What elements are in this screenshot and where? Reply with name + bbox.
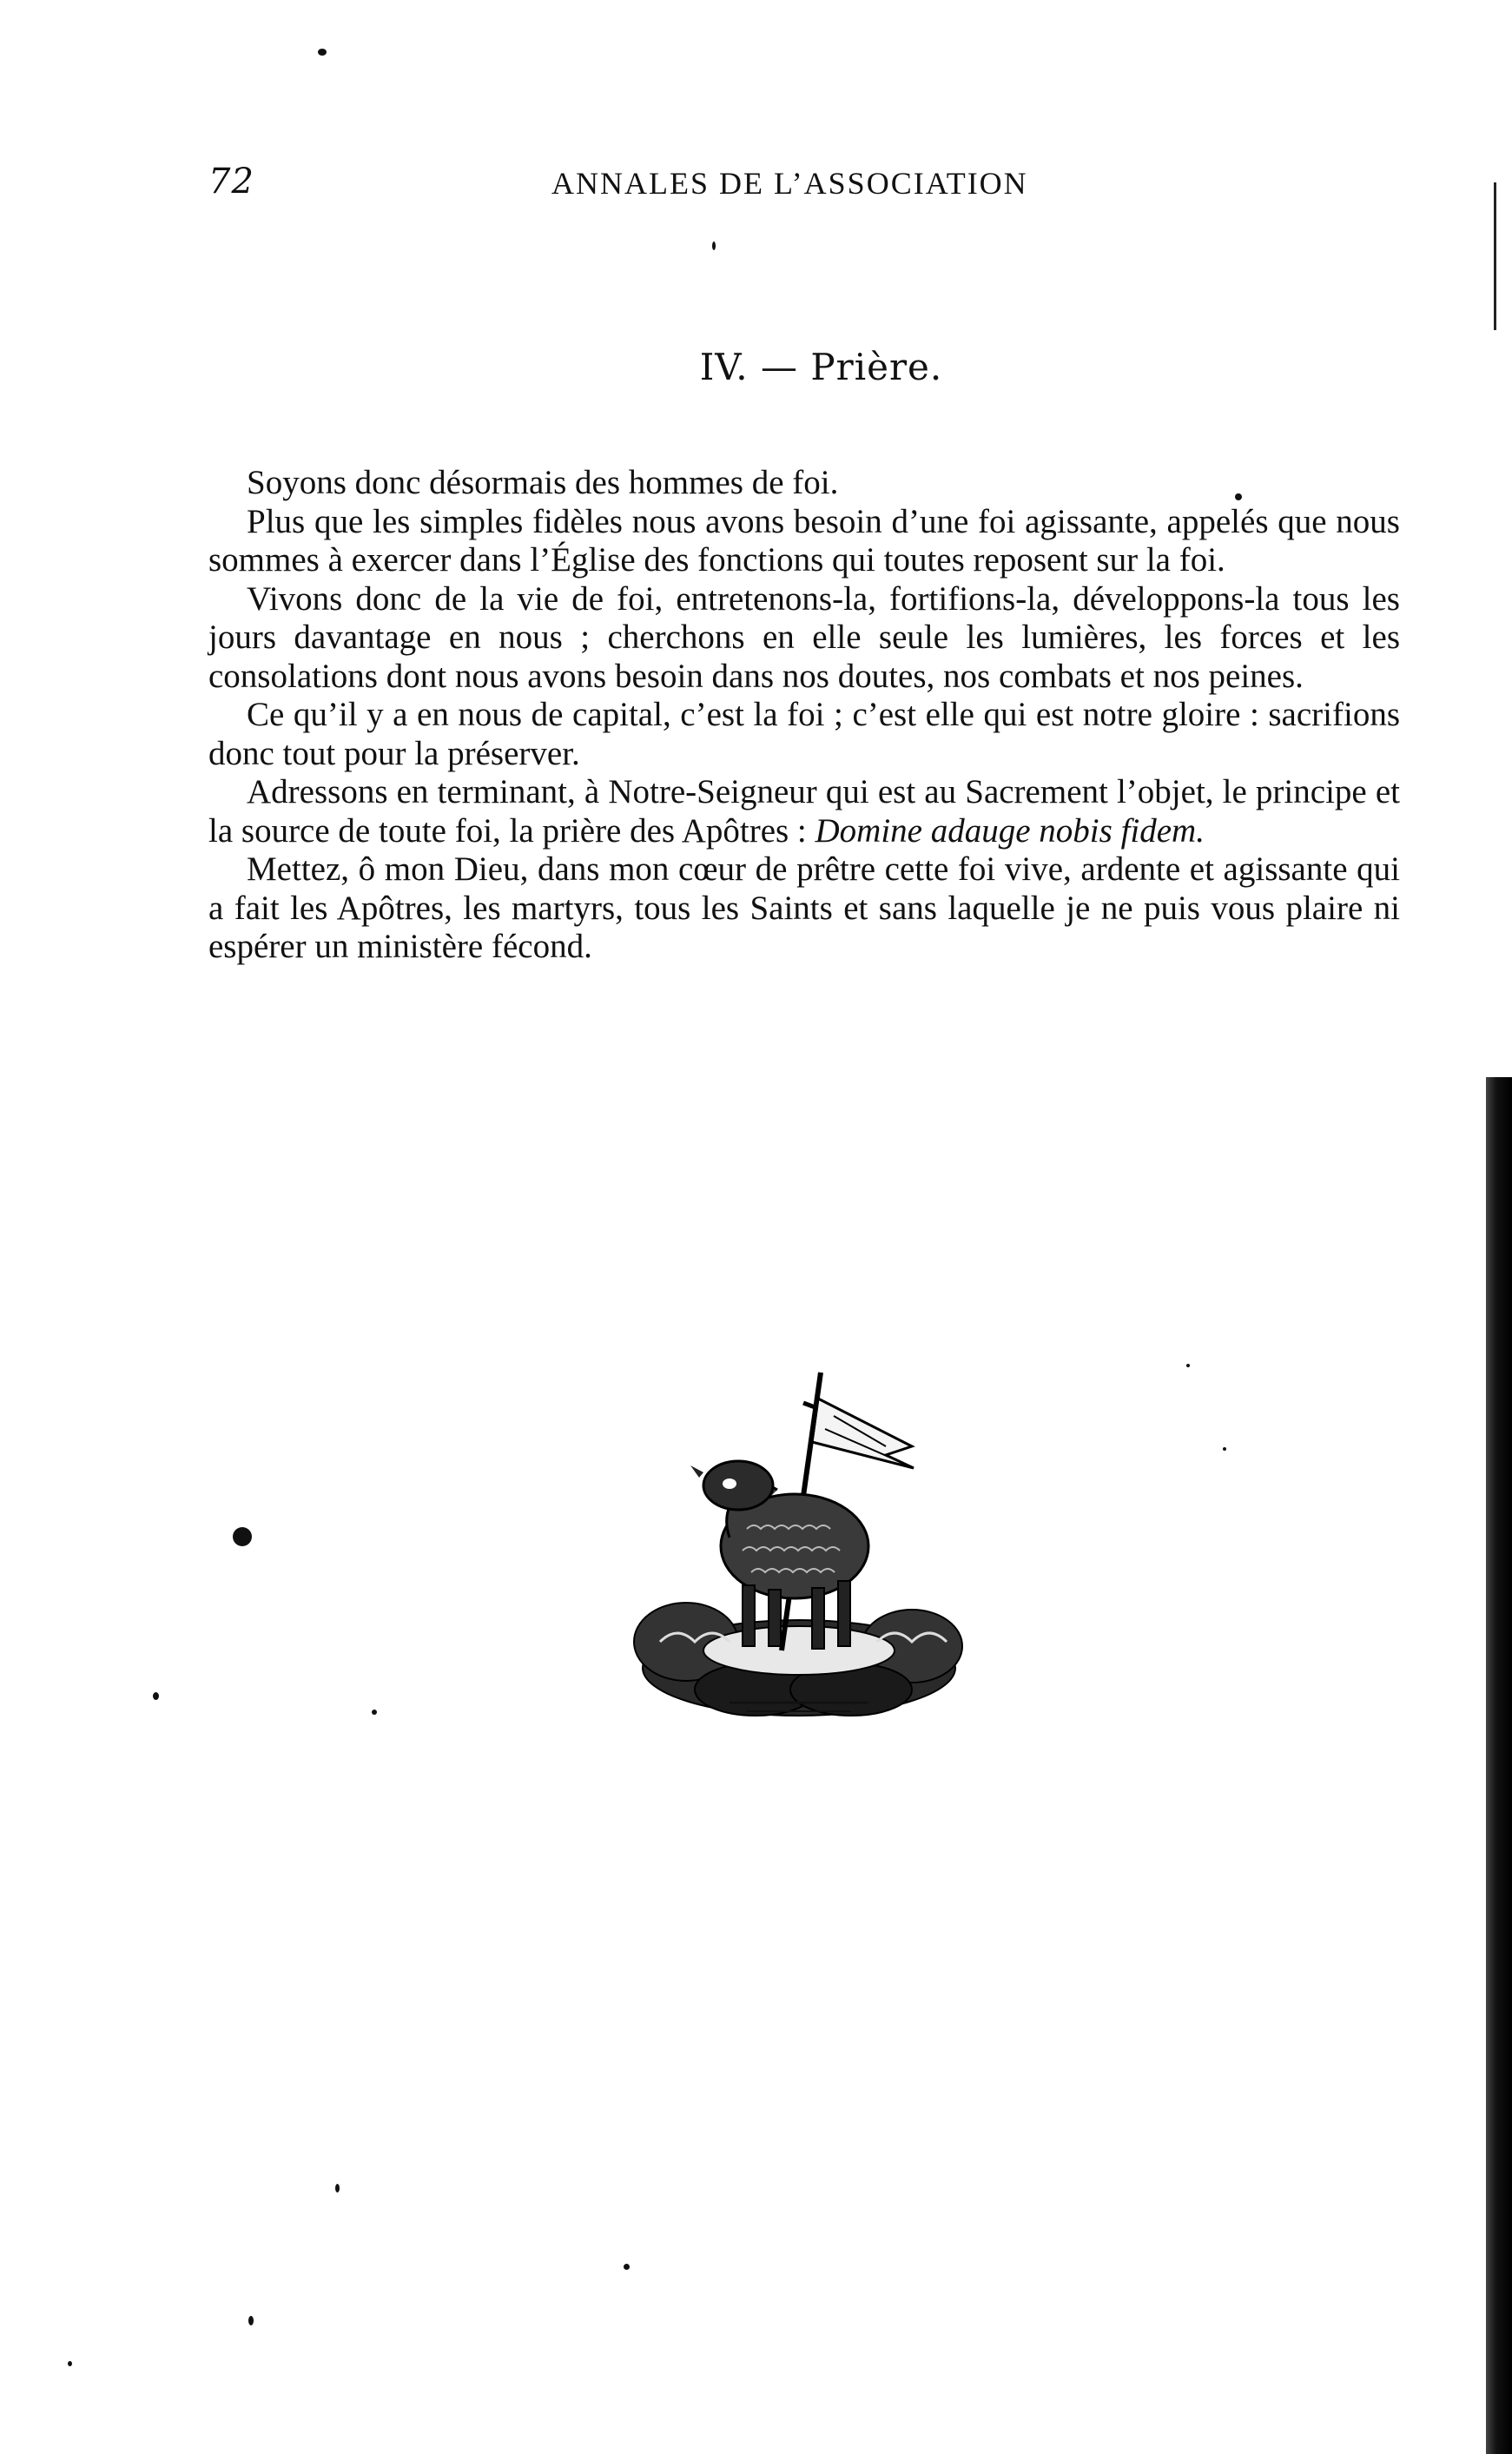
paragraph-5 bbox=[208, 773, 1400, 850]
scan-edge-shadow bbox=[1486, 1077, 1512, 2454]
running-head bbox=[208, 162, 1416, 214]
ink-speck bbox=[153, 1692, 159, 1700]
paragraph-2: Plus que les simples fidèles nous avons besoin d’une foi agissante, appelés que nous sommes à exercer dans l’Église des fonctions qui toutes reposent sur la foi. bbox=[208, 502, 1400, 579]
agnus-dei-lamb-with-banner-icon bbox=[625, 1364, 973, 1746]
ink-speck bbox=[318, 49, 327, 56]
paragraph-3: Vivons donc de la vie de foi, entretenons-la, fortifions-la, développons-la tous les jours davantage en nous ; cherchons en elle seule les lumières, les forces et les consolations dont nous avons besoin dans nos doutes, nos combats et nos peines. bbox=[208, 579, 1400, 695]
paragraph-4: Ce qu’il y a en nous de capital, c’est la foi ; c’est elle qui est notre gloire : sacrifions donc tout pour la préserver. bbox=[208, 696, 1400, 772]
banner-icon bbox=[812, 1399, 914, 1468]
cloud-icon bbox=[634, 1603, 962, 1716]
body-text bbox=[208, 464, 1400, 967]
paragraph-1: Soyons donc désormais des hommes de foi. bbox=[247, 464, 839, 501]
section-heading: IV. — Prière. bbox=[699, 346, 943, 388]
ink-speck bbox=[1186, 1364, 1190, 1367]
ink-speck bbox=[1223, 1447, 1226, 1451]
ink-speck bbox=[335, 2184, 340, 2193]
scan-edge-line bbox=[1494, 182, 1496, 330]
ink-speck bbox=[712, 241, 716, 250]
ink-speck bbox=[233, 1527, 252, 1546]
ink-speck bbox=[248, 2316, 254, 2325]
paragraph-5-text: Adressons en terminant, à Notre-Seigneur qui est au Sacrement l’objet, le principe et la source de toute foi, la prière des Apôtres : bbox=[208, 773, 1400, 850]
ink-speck bbox=[624, 2264, 630, 2270]
paragraph-6: Mettez, ô mon Dieu, dans mon cœur de prêtre cette foi vive, ardente et agissante qui a fait les Apôtres, les martyrs, tous les Saints et sans laquelle je ne puis vous plaire ni espérer un ministère fécond. bbox=[208, 850, 1400, 965]
ink-speck bbox=[372, 1710, 377, 1715]
page-number: 72 bbox=[208, 162, 254, 202]
ink-speck bbox=[68, 2361, 72, 2366]
running-title: ANNALES DE L’ASSOCIATION bbox=[551, 166, 1028, 201]
latin-prayer: Domine adauge nobis fidem. bbox=[815, 811, 1205, 850]
ink-speck bbox=[1235, 493, 1242, 500]
